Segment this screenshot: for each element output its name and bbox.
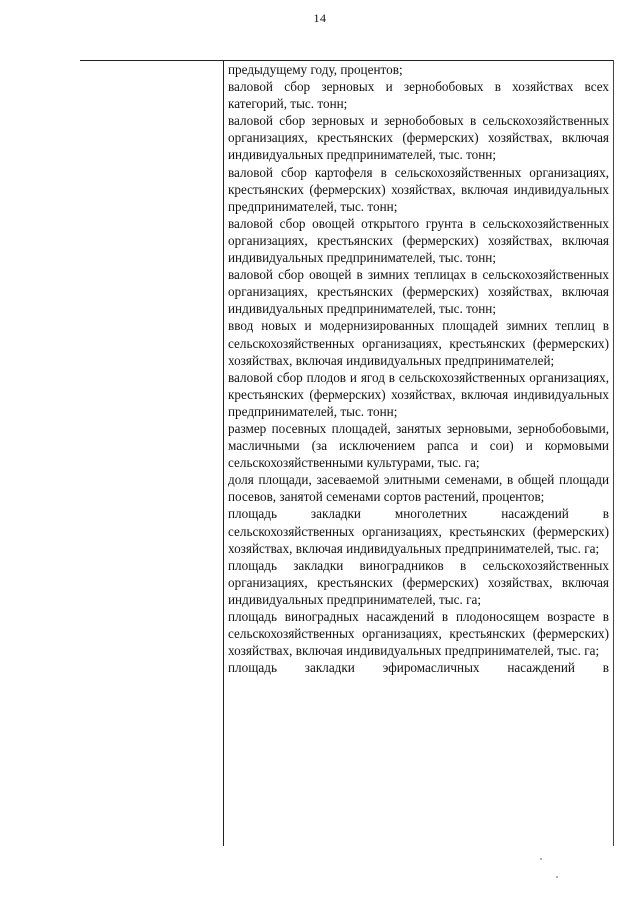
indicator-entry: площадь закладки многолетних насаждений в сельскохозяйственных организациях, крестьянских (фермерских) хозяйствах, включая индивидуальных предпринимателей, тыс. га; — [228, 506, 609, 556]
indicator-entry: площадь закладки виноградников в сельскохозяйственных организациях, крестьянских (фермерских) хозяйствах, включая индивидуальных предпринимателей, тыс. га; — [228, 557, 609, 607]
indicator-entry: предыдущему году, процентов; — [228, 62, 403, 77]
indicator-entry: ввод новых и модернизированных площадей зимних теплиц в сельскохозяйственных организациях, крестьянских (фермерских) хозяйствах, включая индивидуальных предпринимателей; — [228, 318, 609, 368]
scan-speck — [556, 876, 558, 878]
indicator-entry: валовой сбор зерновых и зернобобовых в сельскохозяйственных организациях, крестьянских (фермерских) хозяйствах, включая индивидуальных предпринимателей, тыс. тонн; — [228, 113, 609, 163]
indicator-entry: площадь закладки эфиромасличных насаждений в — [228, 660, 609, 676]
indicator-entry: валовой сбор картофеля в сельскохозяйственных организациях, крестьянских (фермерских) хозяйствах, включая индивидуальных предпринимателей, тыс. тонн; — [228, 164, 609, 214]
indicator-entry: валовой сбор зерновых и зернобобовых в хозяйствах всех категорий, тыс. тонн; — [228, 79, 609, 112]
indicator-entry: площадь виноградных насаждений в плодоносящем возрасте в сельскохозяйственных организациях, крестьянских (фермерских) хозяйствах, включая индивидуальных предпринимателей, тыс. га; — [228, 609, 609, 659]
table-right-border — [613, 60, 614, 846]
indicator-entry: валовой сбор плодов и ягод в сельскохозяйственных организациях, крестьянских (фермерских) хозяйствах, включая индивидуальных предпринимателей, тыс. тонн; — [228, 369, 609, 419]
table-left-cell — [80, 60, 223, 846]
page-number: 14 — [313, 11, 327, 25]
column-divider — [223, 60, 224, 846]
table-right-cell — [228, 61, 609, 676]
indicator-entry: доля площади, засеваемой элитными семенами, в общей площади посевов, занятой семенами сортов растений, процентов; — [228, 472, 609, 505]
indicator-entry: размер посевных площадей, занятых зерновыми, зернобобовыми, масличными (за исключением рапса и сои) и кормовыми сельскохозяйственными культурами, тыс. га; — [228, 420, 609, 471]
scan-speck — [540, 858, 542, 860]
indicator-entry: валовой сбор овощей открытого грунта в сельскохозяйственных организациях, крестьянских (фермерских) хозяйствах, включая индивидуальных предпринимателей, тыс. тонн; — [228, 215, 609, 266]
indicator-entry: валовой сбор овощей в зимних теплицах в сельскохозяйственных организациях, крестьянских (фермерских) хозяйствах, включая индивидуальных предпринимателей, тыс. тонн; — [228, 267, 609, 317]
